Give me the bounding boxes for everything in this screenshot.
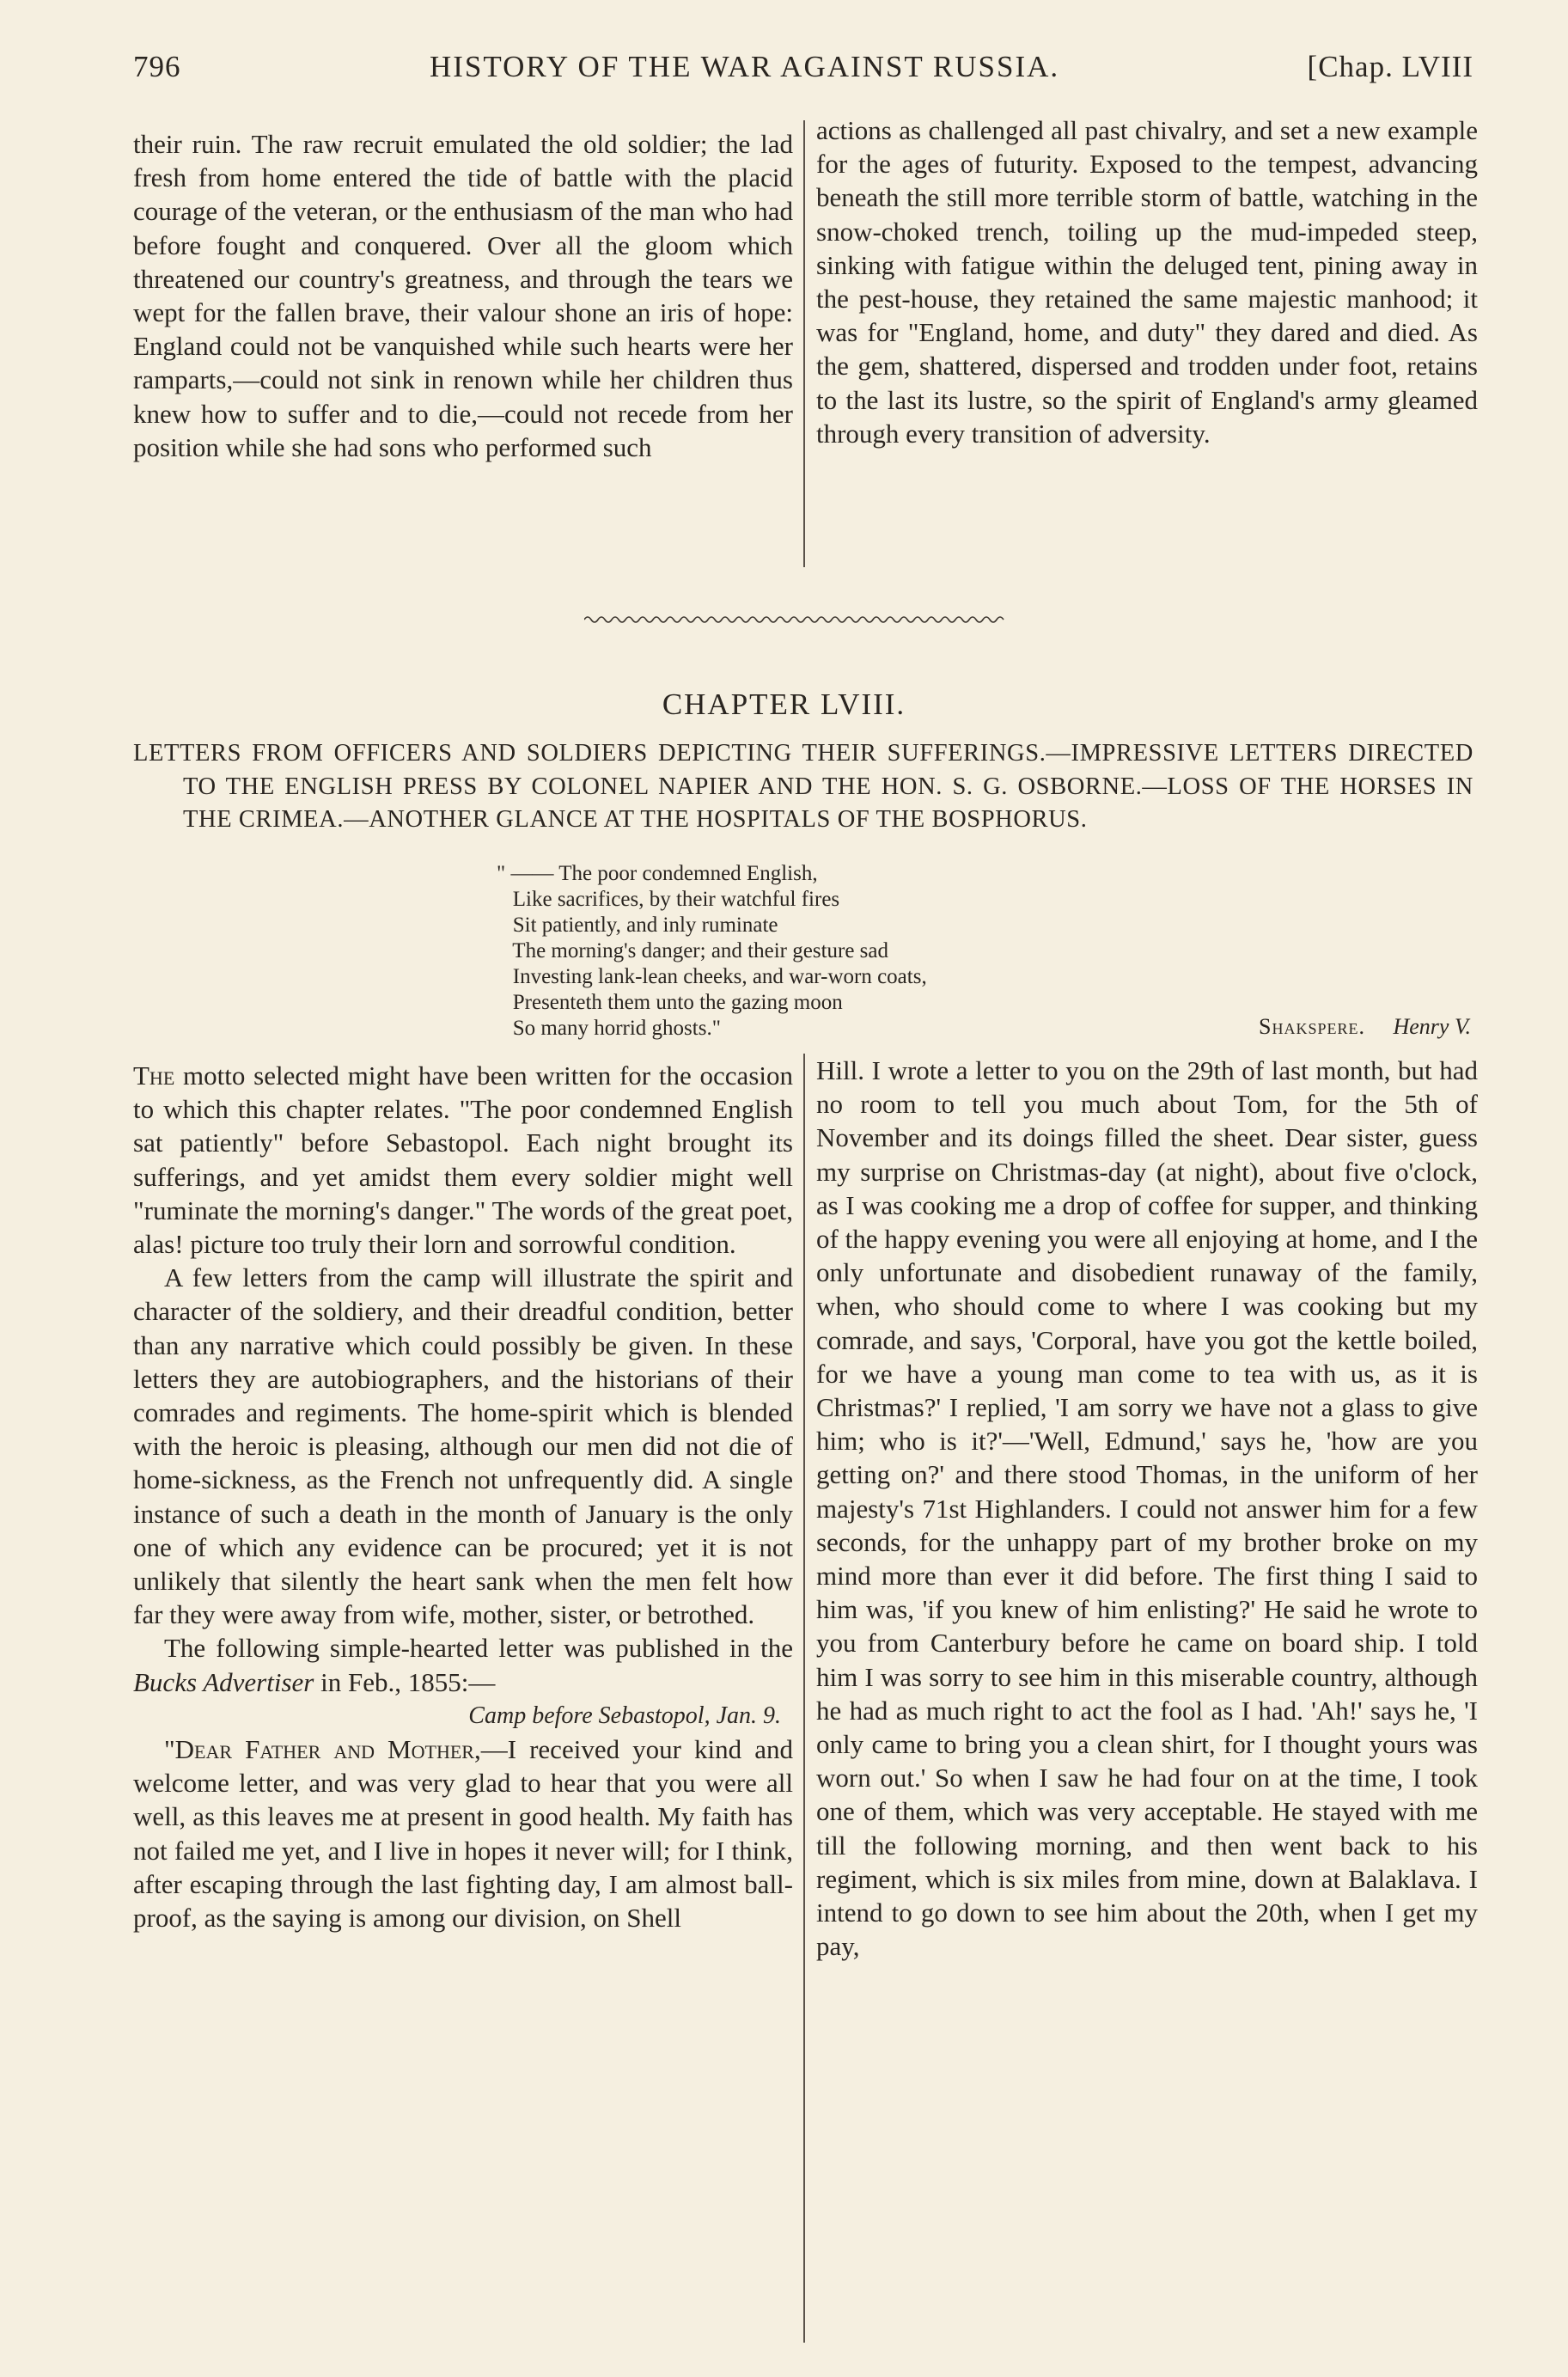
letter-intro: The following simple-hearted letter was published in the Bucks Advertiser in Feb., 1855:— bbox=[133, 1633, 793, 1697]
epigraph-line: Presenteth them unto the gazing moon bbox=[497, 991, 843, 1014]
ornamental-divider bbox=[584, 614, 1005, 626]
paragraph-text: motto selected might have been written for the occasion to which this chapter relates. "The poor condemned English sat patiently" before Sebastopol. Each night brought its sufferings, and yet amidst them every soldier might well "ruminate the morning's danger." The words of the great poet, alas! picture too truly their lorn and sorrowful condition. bbox=[133, 1060, 793, 1260]
top-left-paragraph: their ruin. The raw recruit emulated the old soldier; the lad fresh from home entered the tide of battle with the placid courage of the veteran, or the enthusiasm of the man who had before fought and conquered. Over all the gloom which threatened our country's greatness, and through the tears we wept for the fallen brave, their valour shone an iris of hope: England could not be vanquished while such hearts were her ramparts,—could not sink in renown while her children thus knew how to suffer and to die,—could not recede from her position while she had sons who performed such bbox=[133, 129, 793, 462]
letter-salutation: "Dear Father and Mother, bbox=[164, 1734, 481, 1765]
epigraph-line: Like sacrifices, by their watchful fires bbox=[497, 888, 840, 911]
running-header bbox=[133, 50, 1473, 93]
top-right-column bbox=[816, 113, 1478, 450]
top-left-column bbox=[133, 127, 793, 464]
epigraph-line: Sit patiently, and inly ruminate bbox=[497, 914, 778, 937]
body-paragraph bbox=[133, 1261, 793, 1631]
epigraph-line: " —— The poor condemned English, bbox=[497, 862, 818, 885]
epigraph-attribution bbox=[1259, 1014, 1471, 1040]
paragraph-lead-word: The bbox=[133, 1060, 175, 1091]
page-number: 796 bbox=[133, 50, 181, 83]
chapter-summary: LETTERS FROM OFFICERS AND SOLDIERS DEPICTING THEIR SUFFERINGS.—IMPRESSIVE LETTERS DIRECTED TO THE ENGLISH PRESS BY COLONEL NAPIER AND THE HON. S. G. OSBORNE.—LOSS OF THE HORSES IN THE CRIMEA.—ANOTHER GLANCE AT THE HOSPITALS OF THE BOSPHORUS. bbox=[133, 740, 1473, 833]
epigraph-line: The morning's danger; and their gesture sad bbox=[497, 939, 889, 962]
column-rule-body bbox=[803, 1054, 805, 2343]
chapter-reference: [Chap. LVIII bbox=[1307, 50, 1473, 83]
body-right-column bbox=[816, 1054, 1478, 1963]
epigraph bbox=[497, 861, 1476, 1042]
paragraph-text: A few letters from the camp will illustrate the spirit and character of the soldiery, and their dreadful condition, better than any narrative which could possibly be given. In these letters they are autobiographers, and the historians of their comrades and regiments. The home-spirit which is blended with the heroic is pleasing, although our men did not die of home-sickness, as the French not unfrequently did. A single instance of such a death in the month of January is the only one of which any evidence can be procured; yet it is not unlikely that silently the heart sank when the men felt how far they were away from wife, mother, sister, or betrothed. bbox=[133, 1262, 793, 1630]
chapter-title: CHAPTER LVIII. bbox=[662, 687, 906, 721]
epigraph-line: So many horrid ghosts." bbox=[497, 1017, 721, 1040]
column-rule-top bbox=[803, 120, 805, 567]
source-title: Bucks Advertiser bbox=[133, 1666, 314, 1697]
epigraph-work: Henry V. bbox=[1393, 1014, 1471, 1039]
letter-continuation: Hill. I wrote a letter to you on the 29th of last month, but had no room to tell you much about Tom, for the 5th of November and its doings filled the sheet. Dear sister, guess my surprise on Christmas-day (at night), about five o'clock, as I was cooking me a drop of coffee for supper, and thinking of the happy evening you were all enjoying at home, and I the only unfortunate and disobedient runaway of the family, when, who should come to where I was cooking but my comrade, and says, 'Corporal, have you got the kettle boiled, for we have a young man come to tea with us, as it is Christmas?' I replied, 'I am sorry we have not a glass to give him; who is it?'—'Well, Edmund,' says he, 'how are you getting on?' and there stood Thomas, in the uniform of her majesty's 71st Highlanders. I could not answer him for a few seconds, for the unhappy part of my brother broke on my mind more than ever it did before. The first thing I said to him was, 'if you knew of him enlisting?' He said he wrote to you from Canterbury before he came on board ship. I told him I was sorry to see him in this miserable country, although he had as much right to act the fool as I had. 'Ah!' says he, 'I only came to bring you a clean shirt, for I thought yours was worn out.' So when I saw he had four on at the time, I took one of them, which was very acceptable. He stayed with me till the following morning, and then went back to his regiment, which is six miles from mine, down at Balaklava. I intend to go down to see him about the 20th, when I get my pay, bbox=[816, 1055, 1478, 1962]
letter-paragraph: "Dear Father and Mother,—I received your kind and welcome letter, and was very glad to hear that you were all well, as this leaves me at present in good health. My faith has not failed me yet, and I live in hopes it never will; for I think, after escaping through the last fighting day, I am almost ball-proof, as the saying is among our division, on Shell bbox=[133, 1734, 793, 1934]
running-title: HISTORY OF THE WAR AGAINST RUSSIA. bbox=[430, 50, 1060, 83]
body-paragraph bbox=[133, 1059, 793, 1261]
top-right-paragraph: actions as challenged all past chivalry, and set a new example for the ages of futurity. Exposed to the tempest, advancing beneath the still more terrible storm of battle, watching in the snow-choked trench, toiling up the mud-impeded steep, sinking with fatigue within the deluged tent, pining away in the pest-house, they retained the same majestic manhood; it was for "England, home, and duty" they dared and died. As the gem, shattered, dispersed and trodden under foot, retains to the last its lustre, so the spirit of England's army gleamed through every transition of adversity. bbox=[816, 115, 1478, 449]
epigraph-author: Shakspere. bbox=[1259, 1014, 1365, 1039]
epigraph-line: Investing lank-lean cheeks, and war-worn coats, bbox=[497, 965, 927, 988]
body-left-column bbox=[133, 1059, 793, 1934]
letter-dateline: Camp before Sebastopol, Jan. 9. bbox=[468, 1702, 781, 1729]
